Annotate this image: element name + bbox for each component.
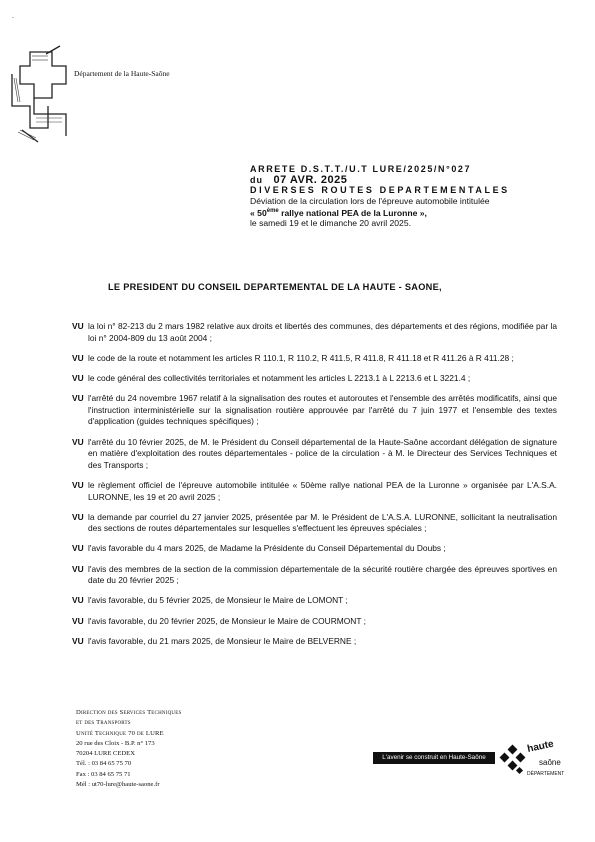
vu-keyword: VU	[72, 615, 84, 626]
rally-open: « 50	[250, 207, 267, 218]
arrete-header	[250, 164, 550, 229]
logo-word-haute: haute	[526, 738, 555, 755]
vu-keyword: VU	[72, 635, 84, 646]
vu-keyword: VU	[72, 563, 84, 574]
vu-text: l'avis favorable du 4 mars 2025, de Madame la Présidente du Conseil Départemental du Doubs ;	[88, 543, 446, 554]
address-line: Unité Technique 70 de LURE	[76, 729, 164, 737]
rally-sup: ème	[266, 208, 279, 214]
vu-item	[72, 437, 557, 472]
vu-text: le code général des collectivités territoriales et notamment les articles L 2213.1 à L 2213.6 et L 3221.4 ;	[88, 372, 471, 383]
vu-text: l'avis favorable, du 20 février 2025, de Monsieur le Maire de COURMONT ;	[88, 615, 366, 626]
rally-name	[250, 208, 427, 218]
vu-keyword: VU	[72, 479, 84, 490]
phone-line: Tél. : 03 84 65 75 70	[76, 760, 132, 768]
vu-keyword: VU	[72, 543, 84, 554]
vu-item	[72, 321, 557, 344]
vu-list	[72, 321, 557, 656]
vu-text: l'avis des membres de la section de la commission départementale de la sécurité routière chargée des épreuves sportives en date du 20 février 2025 ;	[88, 563, 557, 586]
logo-word-saone: saône	[539, 758, 561, 767]
vu-keyword: VU	[72, 393, 84, 404]
logo-word-departement: DÉPARTEMENT	[527, 771, 565, 777]
vu-item	[72, 543, 557, 555]
vu-item	[72, 616, 557, 628]
fax-line: Fax : 03 84 65 75 71	[76, 770, 131, 778]
address-line: Direction des Services Techniques	[76, 709, 182, 716]
vu-item	[72, 393, 557, 428]
address-line: 70204 LURE CEDEX	[76, 750, 135, 758]
haute-saone-logo-icon	[499, 738, 579, 778]
vu-item	[72, 595, 557, 607]
vu-text: l'arrêté du 10 février 2025, de M. le Président du Conseil départemental de la Haute-Saône accordant délégation de signature en matière d'exploitation des routes départementales - police de la circulation - à M. le Directeur des Services Techniques et des Transports ;	[88, 436, 557, 470]
president-title: LE PRESIDENT DU CONSEIL DEPARTEMENTAL DE LA HAUTE - SAONE,	[108, 282, 442, 292]
vu-keyword: VU	[72, 511, 84, 522]
email-line: Mél : ut70-lure@haute-saone.fr	[76, 781, 160, 789]
description-line-1: Déviation de la circulation lors de l'épreuve automobile intitulée	[250, 195, 490, 206]
address-line: et des Transports	[76, 719, 131, 727]
corner-mark: `	[12, 18, 14, 24]
arrete-reference: ARRETE D.S.T.T./U.T LURE/2025/N°027	[250, 164, 472, 174]
vu-text: l'arrêté du 24 novembre 1967 relatif à la signalisation des routes et autoroutes et l'ensemble des arrêtés modificatifs, ainsi que l'instruction interministérielle sur la signalisation routière approuvée par l'arrêté du 7 juin 1977 et l'ensemble des textes d'application (guides techniques spécifiques) ;	[88, 393, 557, 427]
vu-item	[72, 480, 557, 503]
vu-item	[72, 564, 557, 587]
vu-item	[72, 373, 557, 385]
department-logo-icon	[8, 44, 78, 144]
vu-text: l'avis favorable, du 5 février 2025, de Monsieur le Maire de LOMONT ;	[88, 595, 348, 606]
date-prefix: du	[250, 174, 263, 185]
rally-rest: rallye national PEA de la Luronne »,	[278, 207, 427, 218]
vu-item	[72, 512, 557, 535]
vu-keyword: VU	[72, 352, 84, 363]
slogan-banner: L'avenir se construit en Haute-Saône	[373, 752, 495, 764]
vu-keyword: VU	[72, 372, 84, 383]
vu-keyword: VU	[72, 595, 84, 606]
vu-keyword: VU	[72, 321, 84, 331]
arrete-subject: DIVERSES ROUTES DEPARTEMENTALES	[250, 185, 510, 195]
vu-text: la loi n° 82-213 du 2 mars 1982 relative aux droits et libertés des communes, des départements et des régions, modifiée par la loi n° 2004-809 du 13 août 2004 ;	[88, 321, 557, 343]
vu-text: la demande par courriel du 27 janvier 2025, présentée par M. le Président de L'A.S.A. LURONNE, sollicitant la neutralisation des sections de routes départementales sur lesquelles s'effectuent les épreuves spéciales ;	[88, 511, 557, 534]
date-stamp: 07 AVR. 2025	[273, 173, 348, 186]
department-name: Département de la Haute-Saône	[74, 69, 170, 78]
vu-item	[72, 353, 557, 365]
arrete-date	[250, 175, 550, 186]
vu-text: le règlement officiel de l'épreuve automobile intitulée « 50ème rallye national PEA de la Luronne » organisée par L'A.S.A. LURONNE, les 19 et 20 avril 2025 ;	[88, 479, 557, 502]
description-line-2: le samedi 19 et le dimanche 20 avril 2025.	[250, 218, 411, 229]
address-line: 20 rue des Cloix - B.P. n° 173	[76, 739, 155, 747]
vu-keyword: VU	[72, 436, 84, 447]
vu-text: le code de la route et notamment les articles R 110.1, R 110.2, R 411.5, R 411.8, R 411.18 et R 411.26 à R 411.28 ;	[88, 352, 514, 363]
vu-text: l'avis favorable, du 21 mars 2025, de Monsieur le Maire de BELVERNE ;	[88, 635, 357, 646]
footer-address	[76, 708, 181, 790]
arrete-description	[250, 196, 550, 229]
vu-item	[72, 636, 557, 648]
